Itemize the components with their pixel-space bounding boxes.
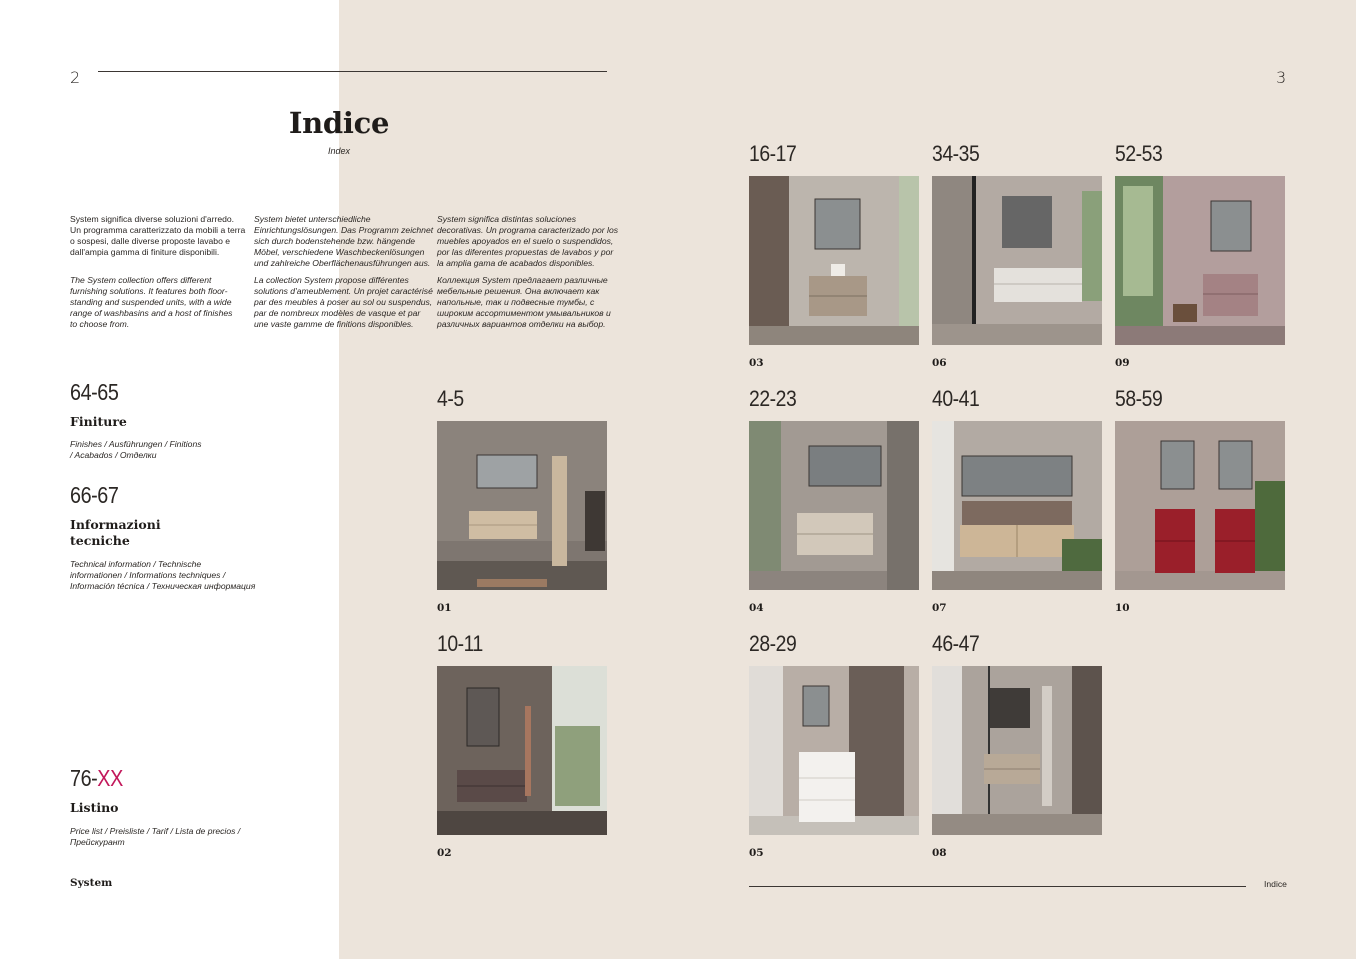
thumbnail-number: 09 — [1115, 357, 1130, 369]
intro-paragraph: La collection System propose différentes solutions d'ameublement. Un projet caractérisé par des meubles à poser au sol ou suspendus, par de nombreux modèles de vasque et par une vaste gamme de finitions disponibles. — [254, 275, 433, 329]
page-number-left: 2 — [70, 68, 81, 87]
intro-paragraph: System significa diverse soluzioni d'arredo. Un programma caratterizzato da mobili a terra o sospesi, dalle diverse proposte lavabo e dall'ampia gamma di finiture disponibili. — [70, 214, 246, 257]
thumbnail-page-range: 28-29 — [749, 631, 797, 656]
header-rule — [98, 71, 607, 72]
footer-rule — [749, 886, 1246, 887]
section-range-informazioni: 66-67 — [70, 482, 119, 508]
thumbnail-number: 07 — [932, 602, 947, 614]
page-number-right: 3 — [1276, 68, 1287, 87]
thumbnail-image[interactable] — [1115, 421, 1285, 590]
brand-footer: System — [70, 877, 113, 889]
thumbnail-number: 10 — [1115, 602, 1130, 614]
thumbnail-page-range: 10-11 — [437, 631, 483, 656]
thumbnail-image[interactable] — [1115, 176, 1285, 345]
thumbnail-image[interactable] — [749, 421, 919, 590]
thumbnail-page-range: 52-53 — [1115, 141, 1163, 166]
thumbnail-image[interactable] — [437, 666, 607, 835]
thumbnail-page-range: 16-17 — [749, 141, 797, 166]
intro-paragraph: The System collection offers different furnishing solutions. It features both floor- standing and suspended units, with a wide range of washbasins and a host of finishes to choose from. — [70, 275, 233, 329]
thumbnail-image[interactable] — [932, 421, 1102, 590]
thumbnail-number: 06 — [932, 357, 947, 369]
thumbnail-number: 01 — [437, 602, 452, 614]
thumbnail-number: 04 — [749, 602, 764, 614]
section-title-listino: Listino — [70, 800, 119, 815]
section-title-informazioni: Informazioni tecniche — [70, 517, 161, 548]
section-title-finiture: Finiture — [70, 414, 127, 429]
thumbnail-number: 03 — [749, 357, 764, 369]
intro-paragraph: System bietet unterschiedliche Einrichtungslösungen. Das Programm zeichnet sich durch bodenstehende bzw. hängende Möbel, verschiedene Waschbeckenlösungen und zahlreiche Oberflächenausführungen aus. — [254, 214, 434, 268]
section-subtitle-finiture: Finishes / Ausführungen / Finitions / Acabados / Отделки — [70, 439, 202, 460]
thumbnail-number: 05 — [749, 847, 764, 859]
section-subtitle-informazioni: Technical information / Technische informationen / Informations techniques / Información técnica / Техническая информация — [70, 559, 256, 591]
page-title: Indice — [288, 106, 390, 140]
thumbnail-page-range: 40-41 — [932, 386, 980, 411]
thumbnail-image[interactable] — [932, 666, 1102, 835]
section-range-listino: 76-XX — [70, 765, 123, 791]
thumbnail-image[interactable] — [749, 176, 919, 345]
thumbnail-number: 08 — [932, 847, 947, 859]
thumbnail-page-range: 34-35 — [932, 141, 980, 166]
thumbnail-page-range: 46-47 — [932, 631, 980, 656]
thumbnail-image[interactable] — [749, 666, 919, 835]
thumbnail-image[interactable] — [932, 176, 1102, 345]
thumbnail-image[interactable] — [437, 421, 607, 590]
intro-paragraph: Коллекция System предлагает различные мебельные решения. Она включает как напольные, так и подвесные тумбы, с широким ассортиментом умывальников и различных вариантов отделки на выбор. — [437, 275, 611, 329]
thumbnail-page-range: 4-5 — [437, 386, 464, 411]
thumbnail-page-range: 22-23 — [749, 386, 797, 411]
intro-paragraph: System significa distintas soluciones decorativas. Un programa caracterizado por los muebles apoyados en el suelo o suspendidos, por las diferentes propuestas de lavabos y por la amplia gama de acabados disponibles. — [437, 214, 619, 268]
footer-section-label: Indice — [1264, 879, 1287, 889]
thumbnail-number: 02 — [437, 847, 452, 859]
thumbnail-page-range: 58-59 — [1115, 386, 1163, 411]
page-subtitle: Index — [327, 146, 351, 156]
section-range-finiture: 64-65 — [70, 379, 119, 405]
section-subtitle-listino: Price list / Preisliste / Tarif / Lista de precios / Прейскурант — [70, 826, 241, 847]
